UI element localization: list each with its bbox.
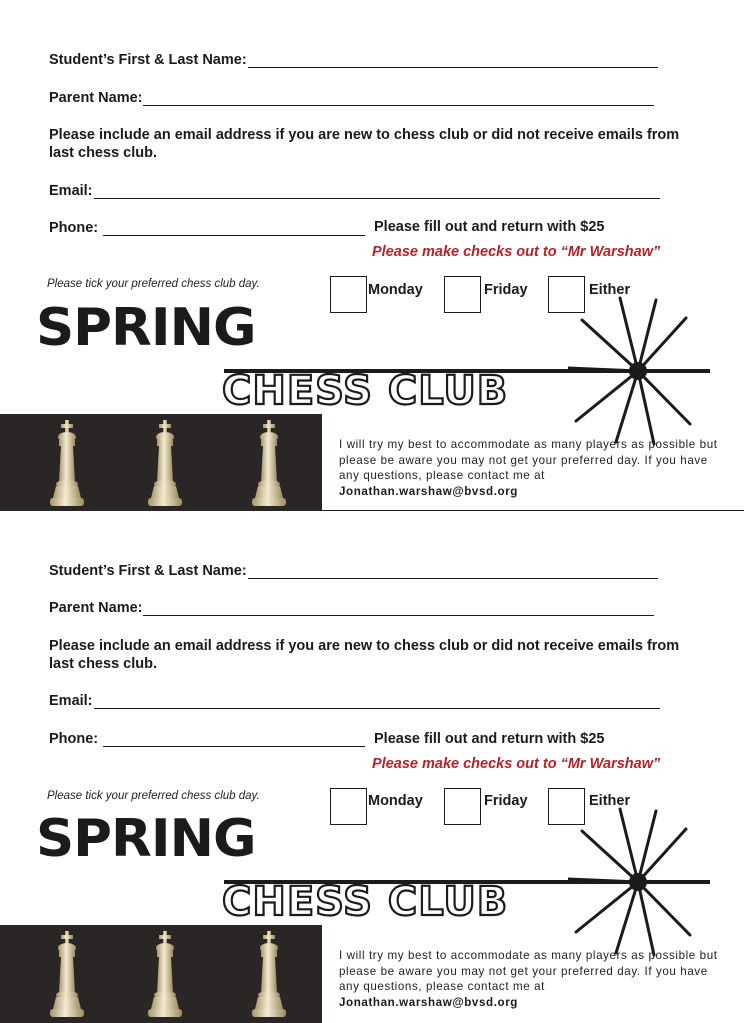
chess-king-icon xyxy=(48,420,86,508)
chess-king-icon xyxy=(146,931,184,1019)
chess-king-icon xyxy=(250,931,288,1019)
monday-label: Monday xyxy=(368,793,423,809)
monday-label: Monday xyxy=(368,282,423,298)
email-row xyxy=(49,183,660,199)
info-body: I will try my best to accommodate as many players as possible but please be aware you may not get your preferred day. If you have any questions, please contact me at xyxy=(339,438,718,483)
student-name-label: Student’s First & Last Name: xyxy=(49,563,247,579)
either-label: Either xyxy=(589,793,631,809)
return-note: Please fill out and return with $25 xyxy=(374,731,605,747)
chess-club-title: CHESS CLUB xyxy=(222,368,509,414)
friday-label: Friday xyxy=(484,282,528,298)
friday-label: Friday xyxy=(484,793,528,809)
day-instructions: Please tick your preferred chess club day. xyxy=(47,278,260,290)
student-name-row xyxy=(49,563,658,579)
starburst-icon xyxy=(568,296,708,446)
checks-note: Please make checks out to “Mr Warshaw” xyxy=(372,244,661,260)
info-body: I will try my best to accommodate as many players as possible but please be aware you may not get your preferred day. If you have any questions, please contact me at xyxy=(339,949,718,994)
student-name-row xyxy=(49,52,658,68)
phone-row xyxy=(49,731,365,747)
parent-name-row xyxy=(49,90,654,106)
spring-title: SPRING xyxy=(36,298,256,358)
phone-field[interactable] xyxy=(103,221,365,236)
parent-name-field[interactable] xyxy=(143,91,654,106)
parent-name-row xyxy=(49,600,654,616)
email-label: Email: xyxy=(49,693,93,709)
info-text xyxy=(339,948,719,1010)
phone-label: Phone: xyxy=(49,731,99,747)
email-field[interactable] xyxy=(94,184,660,199)
day-instructions: Please tick your preferred chess club day. xyxy=(47,790,260,802)
parent-name-label: Parent Name: xyxy=(49,600,143,616)
contact-email[interactable]: Jonathan.warshaw@bvsd.org xyxy=(339,484,518,498)
starburst-icon xyxy=(568,807,708,957)
monday-checkbox[interactable] xyxy=(330,276,367,313)
student-name-label: Student’s First & Last Name: xyxy=(49,52,247,68)
chess-king-icon xyxy=(250,420,288,508)
phone-field[interactable] xyxy=(103,732,365,747)
phone-row xyxy=(49,220,365,236)
chess-king-icon xyxy=(48,931,86,1019)
parent-name-field[interactable] xyxy=(143,601,654,616)
chess-king-icon xyxy=(146,420,184,508)
spring-title: SPRING xyxy=(36,809,256,869)
email-row xyxy=(49,693,660,709)
friday-checkbox[interactable] xyxy=(444,788,481,825)
either-label: Either xyxy=(589,282,631,298)
monday-checkbox[interactable] xyxy=(330,788,367,825)
friday-checkbox[interactable] xyxy=(444,276,481,313)
info-text xyxy=(339,437,719,499)
contact-email[interactable]: Jonathan.warshaw@bvsd.org xyxy=(339,995,518,1009)
student-name-field[interactable] xyxy=(248,53,658,68)
email-label: Email: xyxy=(49,183,93,199)
email-instructions: Please include an email address if you are new to chess club or did not receive emails from last chess club. xyxy=(49,638,680,672)
signup-slip-2 xyxy=(0,511,744,1023)
student-name-field[interactable] xyxy=(248,564,658,579)
email-field[interactable] xyxy=(94,694,660,709)
phone-label: Phone: xyxy=(49,220,99,236)
email-instructions: Please include an email address if you are new to chess club or did not receive emails from last chess club. xyxy=(49,127,680,161)
chess-club-title: CHESS CLUB xyxy=(222,879,509,925)
checks-note: Please make checks out to “Mr Warshaw” xyxy=(372,756,661,772)
parent-name-label: Parent Name: xyxy=(49,90,143,106)
return-note: Please fill out and return with $25 xyxy=(374,219,605,235)
